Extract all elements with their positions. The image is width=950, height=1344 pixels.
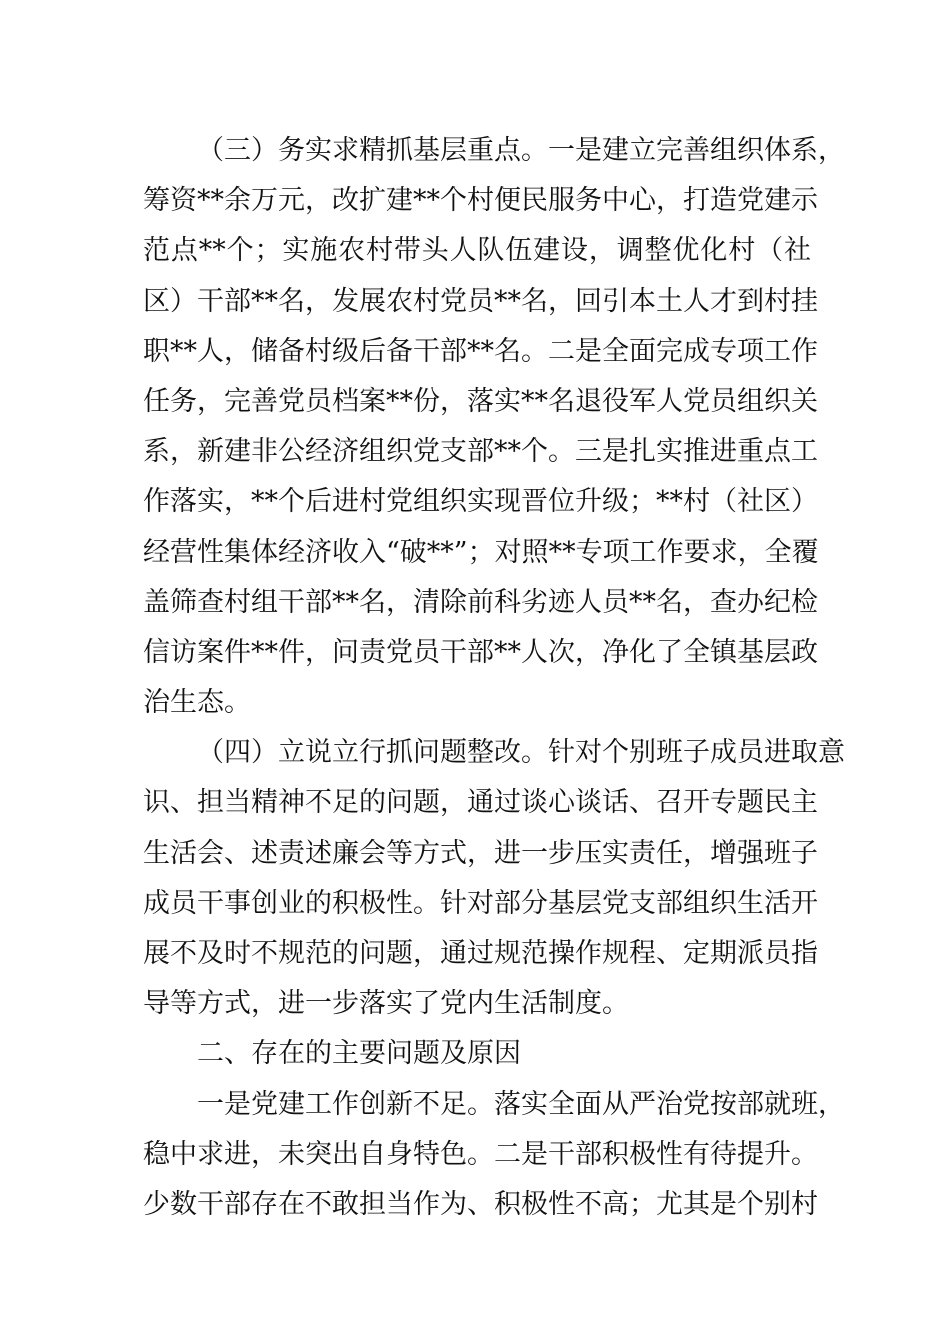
paragraph-line: 信访案件**件，问责党员干部**人次，净化了全镇基层政 (143, 636, 818, 668)
paragraph-line: 成员干事创业的积极性。针对部分基层党支部组织生活开 (143, 887, 818, 919)
paragraph-line: 任务，完善党员档案**份，落实**名退役军人党员组织关 (143, 385, 818, 417)
paragraph-line: 导等方式，进一步落实了党内生活制度。 (143, 988, 629, 1020)
paragraph-line: 稳中求进，未突出自身特色。二是干部积极性有待提升。 (143, 1138, 818, 1170)
paragraph-line: 盖筛查村组干部**名，清除前科劣迹人员**名，查办纪检 (143, 586, 818, 618)
paragraph-line: 展不及时不规范的问题，通过规范操作规程、定期派员指 (143, 938, 818, 969)
paragraph-section-4 (143, 728, 845, 1029)
paragraph-line: 少数干部存在不敢担当作为、积极性不高；尤其是个别村 (143, 1188, 818, 1220)
paragraph-line: 作落实，**个后进村党组织实现晋位升级；**村（社区） (143, 486, 818, 518)
paragraph-line: 经营性集体经济收入“破**”；对照**专项工作要求，全覆 (143, 536, 819, 568)
paragraph-line: 识、担当精神不足的问题，通过谈心谈话、召开专题民主 (143, 787, 818, 819)
paragraph-line: 一是党建工作创新不足。落实全面从严治党按部就班， (197, 1088, 845, 1120)
paragraph-line: 系，新建非公经济组织党支部**个。三是扎实推进重点工 (143, 436, 818, 468)
paragraph-line: （四）立说立行抓问题整改。针对个别班子成员进取意 (197, 737, 845, 769)
section-heading: 二、存在的主要问题及原因 (197, 1038, 521, 1070)
paragraph-line: 职**人，储备村级后备干部**名。二是全面完成专项工作 (143, 335, 818, 367)
paragraph-section-3 (143, 126, 845, 728)
document-body (143, 126, 845, 1230)
paragraph-line: 生活会、述责述廉会等方式，进一步压实责任，增强班子 (143, 837, 818, 869)
paragraph-line: 区）干部**名，发展农村党员**名，回引本土人才到村挂 (143, 285, 818, 317)
paragraph-line: （三）务实求精抓基层重点。一是建立完善组织体系， (197, 135, 845, 166)
paragraph-line: 筹资**余万元，改扩建**个村便民服务中心，打造党建示 (143, 185, 818, 217)
paragraph-line: 治生态。 (143, 687, 251, 719)
paragraph-line: 范点**个；实施农村带头人队伍建设，调整优化村（社 (143, 235, 811, 267)
paragraph-problems (143, 1080, 845, 1231)
